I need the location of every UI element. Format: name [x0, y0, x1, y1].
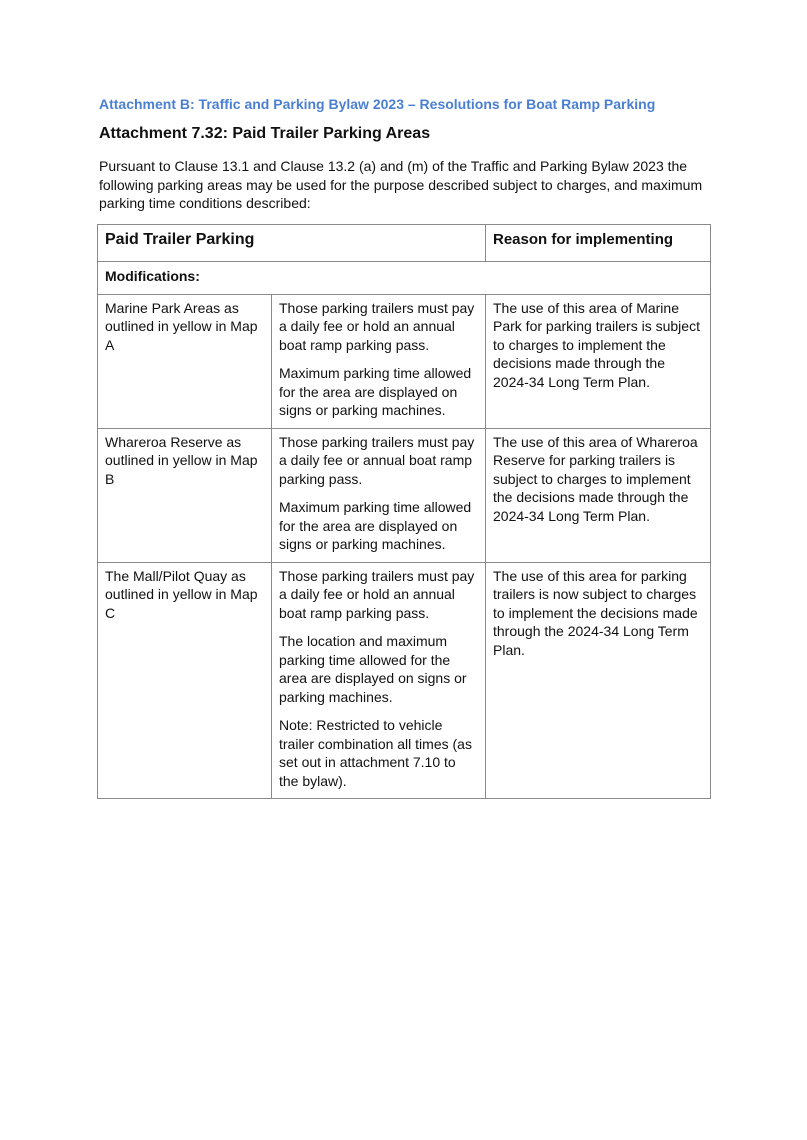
modifications-row [98, 262, 711, 295]
intro-paragraph: Pursuant to Clause 13.1 and Clause 13.2 (a) and (m) of the Traffic and Parking Bylaw 2023 the following parking areas may be used for the purpose described subject to charges, and maximum parking time conditions described: [99, 158, 703, 211]
table-header-reason: Reason for implementing [486, 225, 711, 262]
modifications-label: Modifications: [98, 262, 711, 295]
condition-text: Those parking trailers must pay a daily fee or annual boat ramp parking pass. [279, 433, 475, 487]
condition-text: The location and maximum parking time allowed for the area are displayed on signs or parking machines. [279, 633, 467, 705]
table-header-title: Paid Trailer Parking [98, 225, 486, 262]
condition-text: Note: Restricted to vehicle trailer combination all times (as set out in attachment 7.10 to the bylaw). [279, 717, 472, 789]
condition-text: Those parking trailers must pay a daily fee or hold an annual boat ramp parking pass. [279, 299, 475, 353]
conditions-cell [272, 294, 486, 428]
conditions-cell [272, 428, 486, 562]
condition-text: Maximum parking time allowed for the area are displayed on signs or parking machines. [279, 499, 472, 552]
table-header-row [98, 225, 711, 262]
reason-cell: The use of this area of Whareroa Reserve for parking trailers is subject to charges to implement the decisions made through the 2024-34 Long Term Plan. [486, 428, 711, 562]
section-heading: Attachment 7.32: Paid Trailer Parking Areas [99, 125, 431, 142]
table-row [98, 562, 711, 799]
area-cell: Whareroa Reserve as outlined in yellow in Map B [98, 428, 272, 562]
reason-cell: The use of this area of Marine Park for parking trailers is subject to charges to implement the decisions made through the 2024-34 Long Term Plan. [486, 294, 711, 428]
reason-cell: The use of this area for parking trailers is now subject to charges to implement the decisions made through the 2024-34 Long Term Plan. [486, 562, 711, 799]
condition-text: Maximum parking time allowed for the area are displayed on signs or parking machines. [279, 365, 472, 418]
attachment-heading: Attachment B: Traffic and Parking Bylaw 2023 – Resolutions for Boat Ramp Parking [99, 96, 656, 112]
area-cell: Marine Park Areas as outlined in yellow in Map A [98, 294, 272, 428]
table-row [98, 428, 711, 562]
paid-trailer-parking-table [97, 224, 711, 799]
conditions-cell [272, 562, 486, 799]
condition-text: Those parking trailers must pay a daily fee or hold an annual boat ramp parking pass. [279, 567, 475, 621]
area-cell: The Mall/Pilot Quay as outlined in yellow in Map C [98, 562, 272, 799]
table-row [98, 294, 711, 428]
